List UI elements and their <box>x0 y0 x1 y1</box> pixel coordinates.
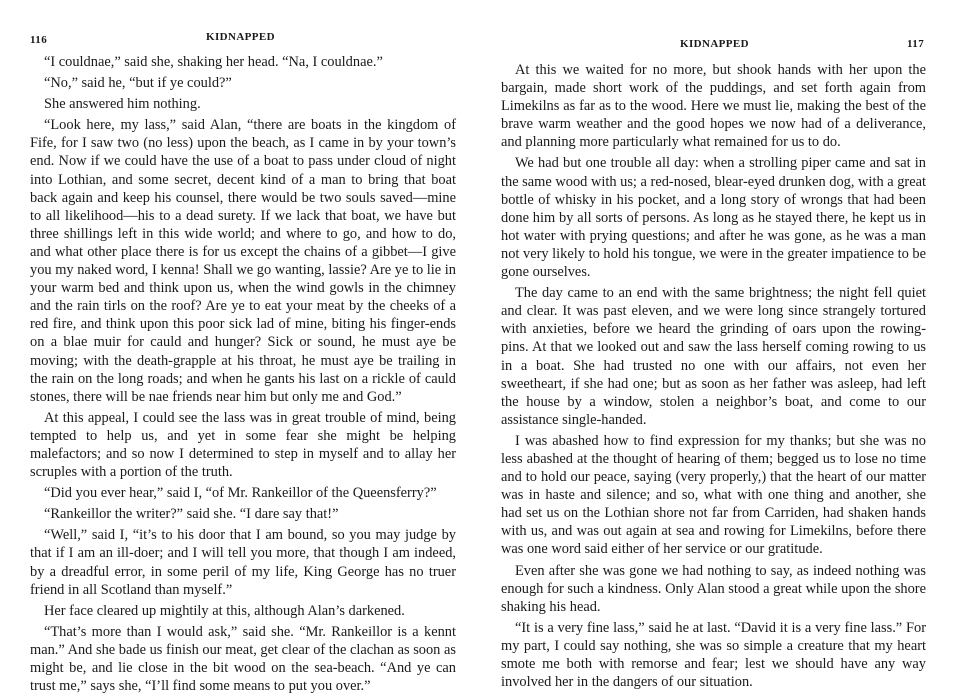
paragraph: “Rankeillor the writer?” said she. “I dare say that!” <box>44 506 339 523</box>
paragraph: “I couldnae,” said she, shaking her head. “Na, I couldnae.” <box>44 54 383 70</box>
paragraph: “It is a very fine lass,” said he at last. “David it is a very fine lass.” For my part, I could say nothing, she was so simple a creature that my heart smote me both with remorse and fear; lest we should have any way involved her in the dangers of our situation. <box>501 619 926 691</box>
paragraph: “Look here, my lass,” said Alan, “there are boats in the kingdom of Fife, for I saw two (no less) upon the beach, as I came in by your town’s end. Now if we could have the use of a boat to pass under cloud of night into Lothian, and some secret, decent kind of a man to bring that boat back again and keep his counsel, there would be two souls saved—mine to all likelihood—his to a dead surety. If we lack that boat, we have but three shillings left in this wide world; and where to go, and how to do, and what other place there is for us except the chains of a gibbet—I give you my naked word, I kenna! Shall we go wanting, lassie? Are ye to lie in your warm bed and think upon us, when the wind gowls in the chimney and the rain tirls on the roof? Are ye to eat your meat by the cheeks of a red fire, and think upon this poor sick lad of mine, biting his finger-ends on a blae muir for cauld and hunger? Sick or sound, he must aye be moving; with the death-grapple at his throat, he must aye be trailing in the rain on the long roads; and when he gants his last on a rickle of cauld stones, there will be nae friends near him but only me and God.” <box>30 117 456 405</box>
left-page <box>30 0 456 695</box>
paragraph: “That’s more than I would ask,” said she. “Mr. Rankeillor is a kennt man.” And she bade us finish our meat, get clear of the clachan as soon as might be, and lie close in the bit wood on the sea-beach. “And ye can trust me,” says she, “I’ll find some means to put you over.” <box>30 623 456 695</box>
running-title: KIDNAPPED <box>680 38 749 50</box>
paragraph: I was abashed how to find expression for my thanks; but she was no less abashed at the thought of hearing of them; begged us to lose no time and to hold our peace, saying (very properly,) that the heart of our matter was in haste and silence; and so, what with one thing and another, she had set us on the Lothian shore not far from Carriden, had shaken hands with us, and was out again at sea and rowing for Limekilns, before there was one word said either of her service or our gratitude. <box>501 432 926 558</box>
page-number: 117 <box>907 38 925 50</box>
paragraph: “Did you ever hear,” said I, “of Mr. Rankeillor of the Queensferry?” <box>44 485 437 502</box>
paragraph: Her face cleared up mightily at this, although Alan’s darkened. <box>44 602 405 619</box>
paragraph: She answered him nothing. <box>44 96 201 113</box>
paragraph: “No,” said he, “but if ye could?” <box>44 75 232 92</box>
page-body <box>501 61 926 694</box>
paragraph: We had but one trouble all day: when a strolling piper came and sat in the same wood with us; a red-nosed, blear-eyed drunken dog, with a great bottle of whisky in his pocket, and a long story of wrongs that had been done him by all sorts of persons. As long as he stayed there, he kept us in hot water with prying questions; and after he was gone, as he was a man not very likely to hold his tongue, we were in the greater impatience to be gone ourselves. <box>501 155 926 281</box>
paragraph: At this appeal, I could see the lass was in great trouble of mind, being tempted to help us, and yet in some fear she might be helping malefactors; and so now I determined to step in myself and to allay her scruples with a portion of the truth. <box>30 409 456 481</box>
paragraph: The day came to an end with the same brightness; the night fell quiet and clear. It was past eleven, and we were long since strangely tortured with anxieties, before we heard the grinding of oars upon the rowing-pins. At that we looked out and saw the lass herself coming rowing to us in a boat. She had trusted no one with our affairs, not even her sweetheart, if she had one; but as soon as her father was asleep, had left the house by a window, stolen a neighbor’s boat, and come to our assistance single-handed. <box>501 285 926 428</box>
running-title: KIDNAPPED <box>206 31 275 43</box>
paragraph: Even after she was gone we had nothing to say, as indeed nothing was enough for such a kindness. Only Alan stood a great while upon the shore shaking his head. <box>501 562 926 615</box>
right-page <box>501 0 926 691</box>
paragraph: At this we waited for no more, but shook hands with her upon the bargain, made short work of the puddings, and set forth again from Limekilns as far as to the wood. Here we must lie, making the best of the brave warm weather and the good hopes we now had of a deliverance, and planning more particularly what remained for us to do. <box>501 62 926 151</box>
page-body <box>30 53 456 698</box>
paragraph: “Well,” said I, “it’s to his door that I am bound, so you may judge by that if I am an ill-doer; and I will tell you more, that though I am indeed, by a dreadful error, in some peril of my life, King George has no truer friend in all Scotland than myself.” <box>30 527 456 598</box>
page-number: 116 <box>30 34 48 46</box>
